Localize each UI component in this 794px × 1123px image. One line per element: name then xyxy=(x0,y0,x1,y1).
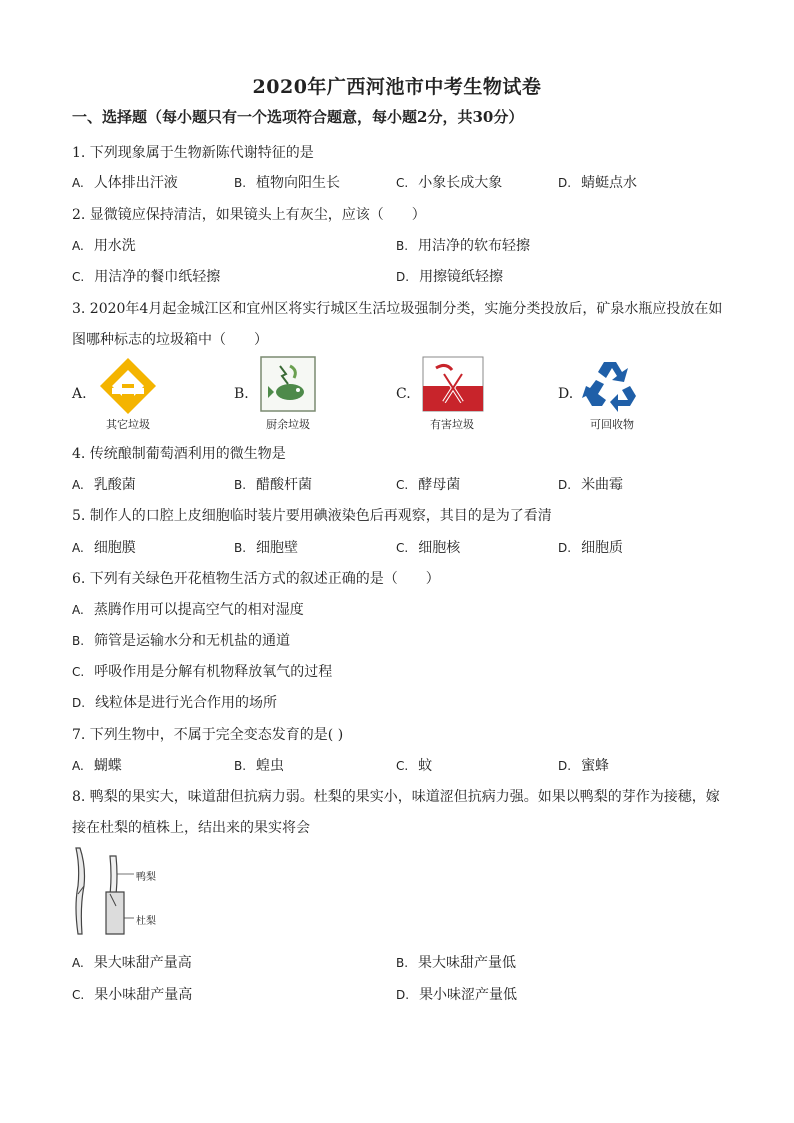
other-waste-icon xyxy=(98,356,158,420)
question-2-stem: 2. 显微镜应保持清洁，如果镜头上有灰尘，应该（ ） xyxy=(72,207,426,223)
q4-option-a: A. 乳酸菌 xyxy=(72,477,136,493)
question-7-stem: 7. 下列生物中，不属于完全变态发育的是( ) xyxy=(72,727,344,743)
q2-option-b: B. 用洁净的软布轻擦 xyxy=(396,238,531,254)
q6-option-c: C. 呼吸作用是分解有机物释放氧气的过程 xyxy=(72,664,333,680)
q2-option-c: C. 用洁净的餐巾纸轻擦 xyxy=(72,269,221,285)
grafting-diagram xyxy=(66,846,136,944)
q8-option-a: A. 果大味甜产量高 xyxy=(72,955,192,971)
question-3-stem-line2: 图哪种标志的垃圾箱中（ ） xyxy=(72,332,268,348)
q3-option-a-letter: A. xyxy=(72,386,87,402)
q7-option-c: C. 蚊 xyxy=(396,758,433,774)
q3-caption-a: 其它垃圾 xyxy=(106,418,150,431)
question-8-stem-line1: 8. 鸭梨的果实大，味道甜但抗病力弱。杜梨的果实小，味道涩但抗病力强。如果以鸭梨的芽作为接穗，嫁 xyxy=(72,789,720,805)
q3-caption-b: 厨余垃圾 xyxy=(266,418,310,431)
grafting-label-stock: 杜梨 xyxy=(136,916,156,927)
q5-option-a: A. 细胞膜 xyxy=(72,540,136,556)
q1-option-b: B. 植物向阳生长 xyxy=(234,175,341,191)
q7-option-d: D. 蜜蜂 xyxy=(558,758,610,774)
q8-option-d: D. 果小味涩产量低 xyxy=(396,987,518,1003)
recycle-icon xyxy=(582,356,640,416)
q7-option-a: A. 蝴蝶 xyxy=(72,758,122,774)
q3-caption-c: 有害垃圾 xyxy=(430,418,474,431)
q3-option-b-letter: B. xyxy=(234,386,249,402)
q4-option-b: B. 醋酸杆菌 xyxy=(234,477,313,493)
question-3-stem-line1: 3. 2020年4月起金城江区和宜州区将实行城区生活垃圾强制分类，实施分类投放后，矿泉水瓶应投放在如 xyxy=(72,301,723,317)
q3-option-d-letter: D. xyxy=(558,386,574,402)
question-4-stem: 4. 传统酿制葡萄酒利用的微生物是 xyxy=(72,446,286,462)
section-heading: 一、选择题（每小题只有一个选项符合题意，每小题2分，共30分） xyxy=(72,108,524,126)
q3-caption-d: 可回收物 xyxy=(590,418,634,431)
q2-option-a: A. 用水洗 xyxy=(72,238,136,254)
q5-option-d: D. 细胞质 xyxy=(558,540,624,556)
grafting-label-scion: 鸭梨 xyxy=(136,872,156,883)
q1-option-d: D. 蜻蜓点水 xyxy=(558,175,638,191)
q3-option-c-letter: C. xyxy=(396,386,411,402)
question-5-stem: 5. 制作人的口腔上皮细胞临时装片要用碘液染色后再观察，其目的是为了看清 xyxy=(72,508,552,524)
question-6-stem: 6. 下列有关绿色开花植物生活方式的叙述正确的是（ ） xyxy=(72,571,440,587)
page-title: 2020年广西河池市中考生物试卷 xyxy=(252,76,542,98)
hazardous-waste-icon xyxy=(422,356,484,416)
q6-option-b: B. 筛管是运输水分和无机盐的通道 xyxy=(72,633,291,649)
q7-option-b: B. 蝗虫 xyxy=(234,758,285,774)
q1-option-a: A. 人体排出汗液 xyxy=(72,175,178,191)
q6-option-d: D. 线粒体是进行光合作用的场所 xyxy=(72,695,278,711)
q4-option-c: C. 酵母菌 xyxy=(396,477,461,493)
q5-option-c: C. 细胞核 xyxy=(396,540,461,556)
q6-option-a: A. 蒸腾作用可以提高空气的相对湿度 xyxy=(72,602,304,618)
food-waste-icon xyxy=(260,356,316,416)
q4-option-d: D. 米曲霉 xyxy=(558,477,624,493)
question-8-stem-line2: 接在杜梨的植株上，结出来的果实将会 xyxy=(72,820,310,836)
q5-option-b: B. 细胞壁 xyxy=(234,540,299,556)
q8-option-b: B. 果大味甜产量低 xyxy=(396,955,517,971)
q8-option-c: C. 果小味甜产量高 xyxy=(72,987,193,1003)
question-1-stem: 1. 下列现象属于生物新陈代谢特征的是 xyxy=(72,145,314,161)
q2-option-d: D. 用擦镜纸轻擦 xyxy=(396,269,504,285)
q1-option-c: C. 小象长成大象 xyxy=(396,175,503,191)
